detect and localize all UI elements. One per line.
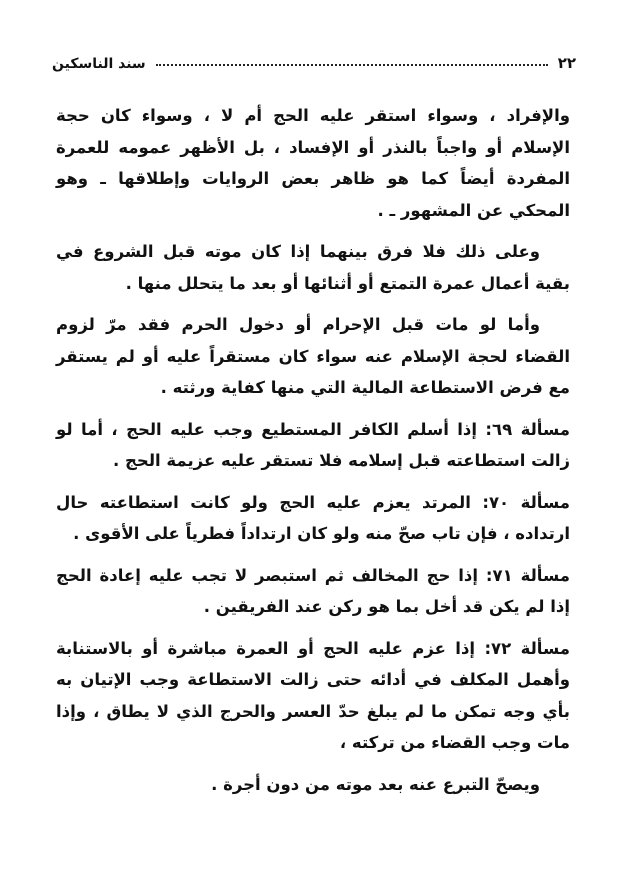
paragraph: ويصحّ التبرع عنه بعد موته من دون أجرة .: [211, 774, 540, 794]
paragraph-continuation: والإفراد ، وسواء استقر عليه الحج أم لا ، وسواء كان حجة الإسلام أو واجباً بالنذر أو الإفساد ، بل الأظهر عمومه للعمرة المفردة أيضاً كما هو ظاهر بعض الروايات وإطلاقها ـ وهو المحكي عن المشهور ـ .: [56, 106, 570, 220]
masala-70: مسألة ٧٠: المرتد يعزم عليه الحج ولو كانت استطاعته حال ارتداده ، فإن تاب صحّ منه ولو كان ارتداداً فطرياً على الأقوى .: [56, 492, 570, 543]
masala-72: مسألة ٧٢: إذا عزم عليه الحج أو العمرة مباشرة أو بالاستنابة وأهمل المكلف في أدائه حتى زالت الاستطاعة وجب الإتيان به بأي وجه تمكن ما لم يبلغ حدّ العسر والحرج الذي لا يطاق ، وإذا مات وجب القضاء من تركته ،: [56, 638, 570, 752]
paragraph: وأما لو مات قبل الإحرام أو دخول الحرم فقد مرّ لزوم القضاء لحجة الإسلام عنه سواء كان مستقراً عليه أو لم يستقر مع فرض الاستطاعة المالية التي منها كفاية ورثته .: [56, 315, 570, 397]
paragraph: وعلى ذلك فلا فرق بينهما إذا كان موته قبل الشروع في بقية أعمال عمرة التمتع أو أثنائها أو بعد ما يتحلل منها .: [56, 242, 570, 293]
page-number: ٢٢: [557, 54, 576, 72]
running-title: سند الناسكين: [52, 56, 146, 72]
masala-71: مسألة ٧١: إذا حج المخالف ثم استبصر لا تجب عليه إعادة الحج إذا لم يكن قد أخل بما هو ركن عند الفريقين .: [56, 565, 571, 616]
page-header: [52, 42, 576, 72]
page-body: [56, 100, 570, 810]
masala-69: مسألة ٦٩: إذا أسلم الكافر المستطيع وجب عليه الحج ، أما لو زالت استطاعته قبل إسلامه فلا تستقر عليه عزيمة الحج .: [56, 419, 570, 470]
header-dotted-rule: [156, 63, 548, 66]
